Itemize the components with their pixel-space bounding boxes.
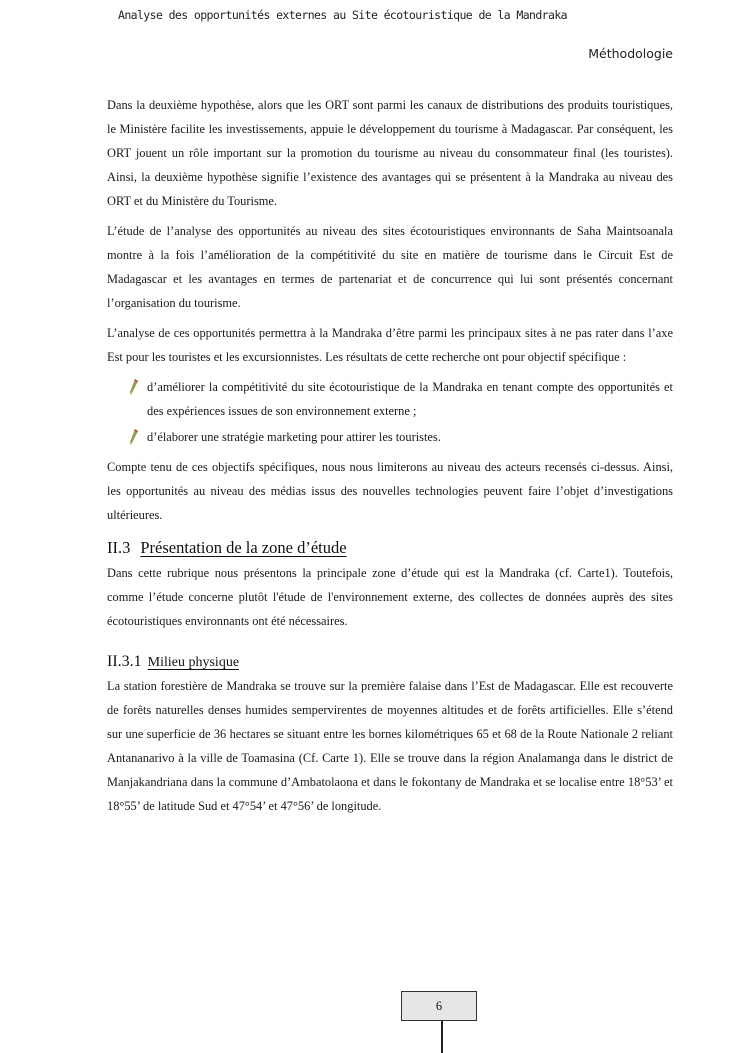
page-number: 6 [401, 991, 477, 1021]
list-item-text: d’améliorer la compétitivité du site écotouristique de la Mandraka en tenant compte des opportunités et des expériences issues de son environnement externe ; [147, 380, 673, 418]
running-header-section: Méthodologie [588, 46, 673, 61]
page-body [107, 93, 673, 824]
paragraph-physical-environment: La station forestière de Mandraka se trouve sur la première falaise dans l’Est de Madagascar. Elle est recouverte de forêts naturelles denses humides sempervirentes de moyennes altitudes et de forêts artificielles. Elle s’étend sur une superficie de 36 hectares se situant entre les bornes kilométriques 65 et 68 de la Route Nationale 2 reliant Antananarivo à la ville de Toamasina (Cf. Carte 1). Elle se trouve dans la région Analamanga dans le district de Manjakandriana dans la commune d’Ambatolaona et dans le fokontany de Mandraka et se localise entre 18°53’ et 18°55’ de latitude Sud et 47°54’ et 47°56’ de longitude. [107, 679, 673, 813]
paragraph-study-analysis: L’étude de l’analyse des opportunités au niveau des sites écotouristiques environnants de Saha Maintsoanala montre à la fois l’amélioration de la compétitivité du site en matière de tourisme dans le Circuit Est de Madagascar et les avantages en termes de partenariat et de concurrence qui lui sont présentés concernant l’organisation du tourisme. [107, 224, 673, 310]
heading-title: Milieu physique [147, 655, 240, 670]
list-item [127, 425, 673, 449]
heading-number: II.3 [107, 538, 131, 557]
page-number-divider [441, 1021, 443, 1053]
heading-section-2-3-1 [107, 651, 673, 674]
pencil-bullet-icon [127, 378, 139, 396]
paragraph-study-zone: Dans cette rubrique nous présentons la principale zone d’étude qui est la Mandraka (cf. Carte1). Toutefois, comme l’étude concerne plutôt l'étude de l'environnement externe, des collectes de données auprès des sites écotouristiques environnants ont été nécessaires. [107, 566, 673, 628]
paragraph-limitations: Compte tenu de ces objectifs spécifiques, nous nous limiterons au niveau des acteurs recensés ci-dessus. Ainsi, les opportunités au niveau des médias issus des nouvelles technologies peuvent faire l’objet d’investigations ultérieures. [107, 460, 673, 522]
list-item [127, 375, 673, 423]
pencil-bullet-icon [127, 428, 139, 446]
heading-title: Présentation de la zone d’étude [140, 538, 347, 557]
running-header-title: Analyse des opportunités externes au Site écotouristique de la Mandraka [118, 8, 567, 22]
heading-section-2-3 [107, 537, 673, 559]
paragraph-objectives: L’analyse de ces opportunités permettra à la Mandraka d’être parmi les principaux sites à ne pas rater dans l’axe Est pour les touristes et les excursionnistes. Les résultats de cette recherche ont pour objectif spécifique : [107, 326, 673, 364]
objectives-list [107, 375, 673, 449]
list-item-text: d’élaborer une stratégie marketing pour attirer les touristes. [147, 430, 441, 444]
heading-number: II.3.1 [107, 653, 142, 670]
paragraph-hypothesis: Dans la deuxième hypothèse, alors que les ORT sont parmi les canaux de distributions des produits touristiques, le Ministère facilite les investissements, appuie le développement du tourisme à Madagascar. Par conséquent, les ORT jouent un rôle important sur la promotion du tourisme au niveau du consommateur final (les touristes). Ainsi, la deuxième hypothèse signifie l’existence des avantages qui se présentent à la Mandraka au niveau des ORT et du Ministère du Tourisme. [107, 98, 673, 208]
